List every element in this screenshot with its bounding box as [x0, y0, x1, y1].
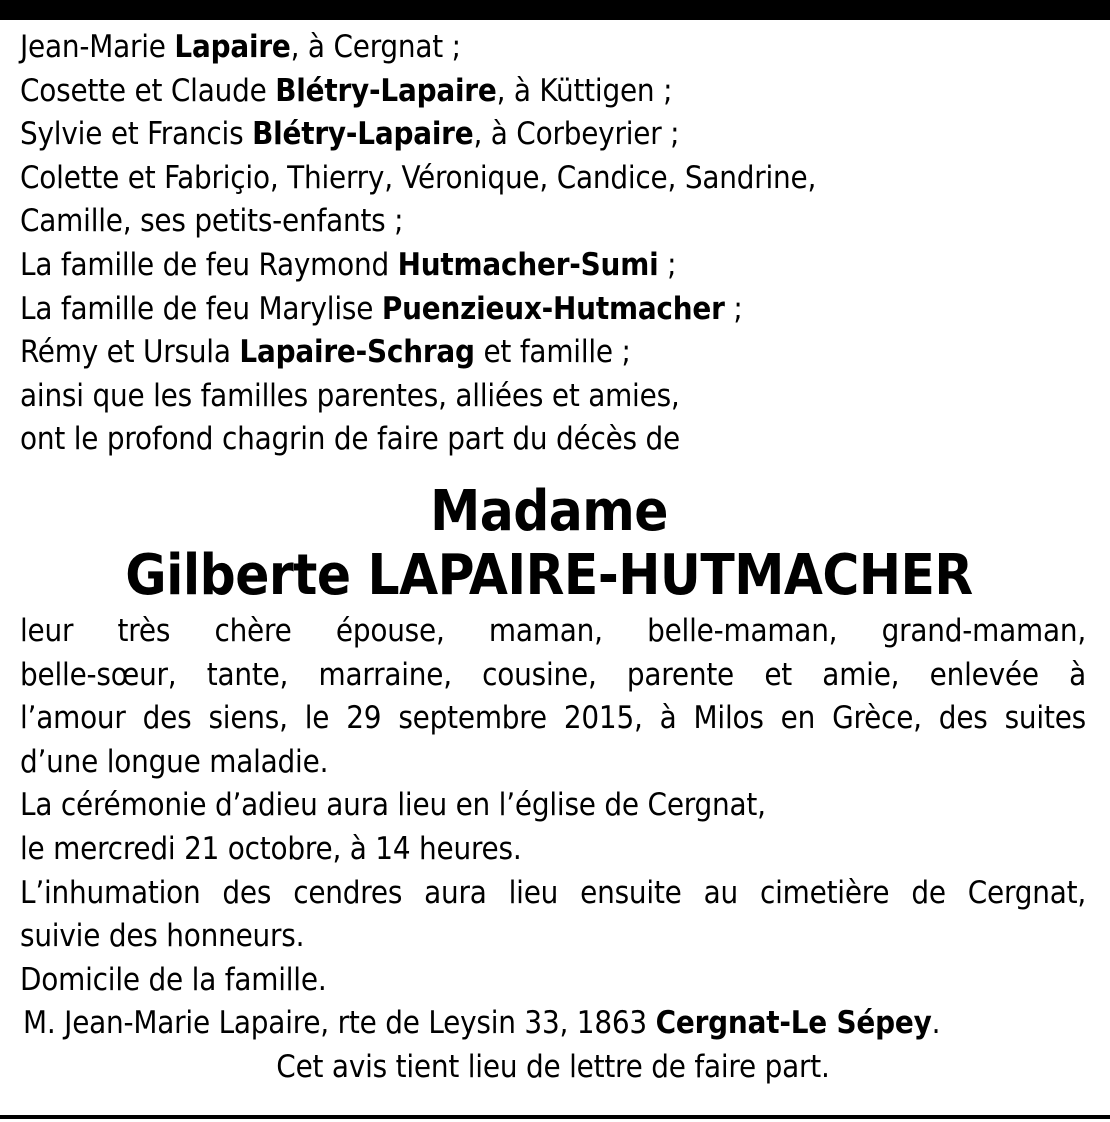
ceremony-line: La cérémonie d’adieu aura lieu en l’église de Cergnat,	[20, 787, 766, 824]
body-line: belle-sœur, tante, marraine, cousine, parente et amie, enlevée à	[20, 656, 1086, 693]
header-line: ainsi que les familles parentes, alliées et amies,	[20, 377, 680, 414]
ceremony-line: le mercredi 21 octobre, à 14 heures.	[20, 830, 522, 867]
burial-line: suivie des honneurs.	[20, 918, 305, 955]
address-line: M. Jean-Marie Lapaire, rte de Leysin 33, 1863 Cergnat-Le Sépey.	[23, 1005, 941, 1042]
top-rule	[0, 0, 1110, 20]
header-line: La famille de feu Marylise Puenzieux-Hutmacher ;	[20, 290, 743, 327]
burial-line: L’inhumation des cendres aura lieu ensuite au cimetière de Cergnat,	[20, 874, 1086, 911]
header-line: ont le profond chagrin de faire part du décès de	[20, 421, 681, 458]
header-line: Camille, ses petits-enfants ;	[20, 203, 404, 240]
bottom-rule	[0, 1115, 1110, 1119]
header-line: Colette et Fabriçio, Thierry, Véronique, Candice, Sandrine,	[20, 159, 817, 196]
header-line: Cosette et Claude Blétry-Lapaire, à Küttigen ;	[20, 72, 673, 109]
body-line: leur très chère épouse, maman, belle-maman, grand-maman,	[20, 612, 1086, 649]
header-line: Jean-Marie Lapaire, à Cergnat ;	[20, 29, 461, 65]
obituary-notice	[20, 26, 1086, 1089]
deceased-title: Madame	[430, 478, 668, 544]
body-line: d’une longue maladie.	[20, 743, 329, 780]
body-line: l’amour des siens, le 29 septembre 2015, à Milos en Grèce, des suites	[20, 700, 1086, 737]
header-line: La famille de feu Raymond Hutmacher-Sumi ;	[20, 246, 677, 283]
domicile-line: Domicile de la famille.	[20, 961, 327, 998]
closing-line: Cet avis tient lieu de lettre de faire part.	[276, 1048, 830, 1085]
header-line: Sylvie et Francis Blétry-Lapaire, à Corbeyrier ;	[20, 116, 680, 153]
deceased-name: Gilberte LAPAIRE-HUTMACHER	[125, 542, 973, 608]
header-line: Rémy et Ursula Lapaire-Schrag et famille ;	[20, 334, 631, 371]
